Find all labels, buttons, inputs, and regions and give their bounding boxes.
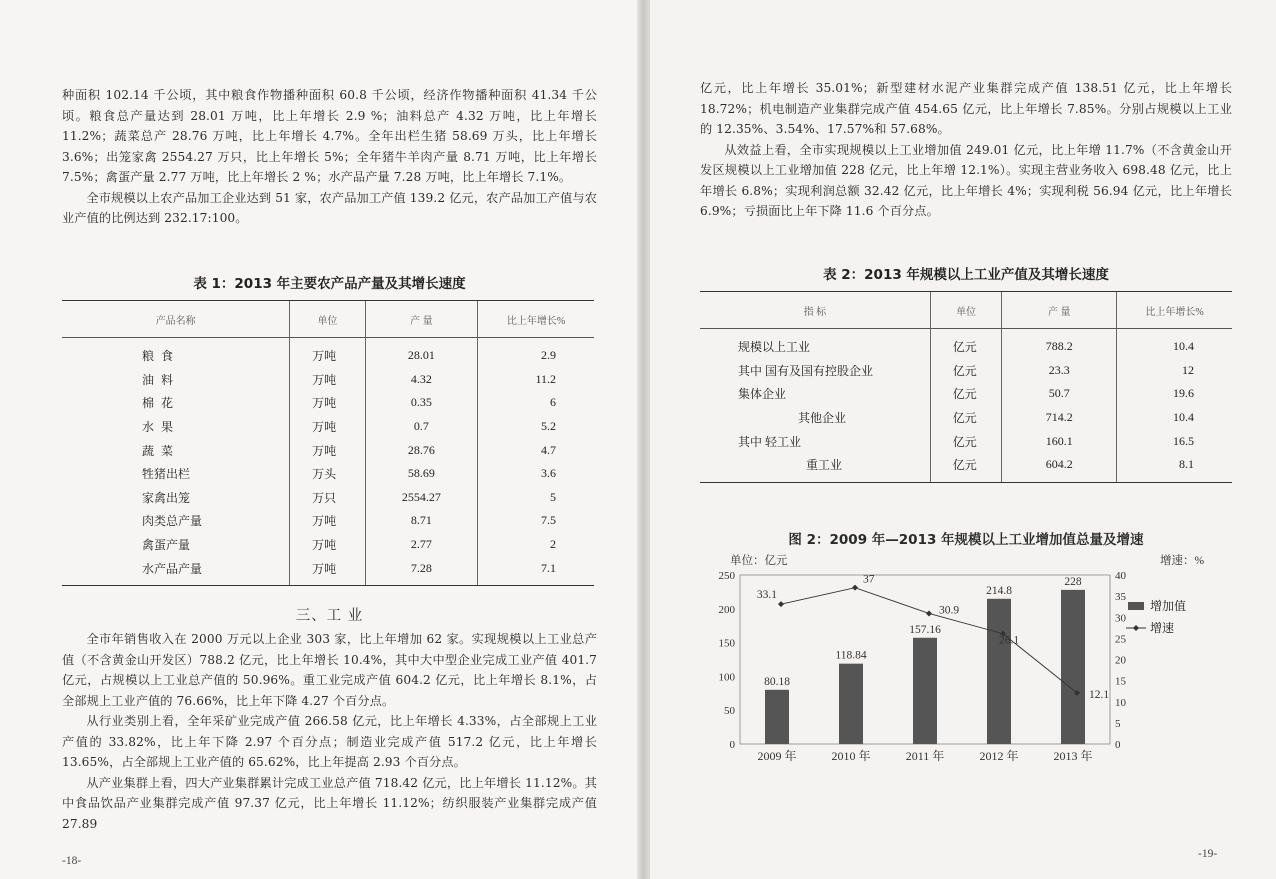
table1-cell: 蔬 菜 (142, 443, 176, 458)
table2-header-indicator: 指 标 (700, 292, 930, 329)
table1-cell: 家禽出笼 (142, 490, 191, 505)
table2-cell: 其中 轻工业 (738, 434, 802, 449)
table2-cell: 规模以上工业 (738, 340, 811, 355)
chart-y-tick-label: 50 (724, 705, 735, 718)
table-row (62, 556, 594, 585)
chart-legend-label: 增加值 (1150, 599, 1187, 613)
table1-cell: 5.2 (478, 415, 594, 439)
table1-cell: 水产品产量 (62, 556, 290, 585)
table-row (700, 329, 1232, 359)
table2-cell: 10.4 (1117, 406, 1232, 430)
table-row (62, 438, 594, 462)
table-row (700, 429, 1232, 453)
table1 (62, 300, 594, 586)
chart-bar-label: 228 (1064, 575, 1082, 588)
right-text-block (700, 78, 1232, 222)
table1-cell: 万吨 (290, 391, 366, 415)
left-text-block-1 (62, 85, 597, 229)
table1-cell: 肉类总产量 (142, 514, 203, 529)
table2-cell: 50.7 (1002, 382, 1117, 406)
chart-y2-tick-label: 5 (1115, 717, 1121, 730)
table2-cell: 16.5 (1117, 429, 1232, 453)
chart-x-tick-label: 2009 年 (757, 749, 797, 763)
table2-cell: 亿元 (930, 359, 1002, 383)
table1-cell: 2.77 (365, 533, 477, 557)
chart-y2-tick-label: 35 (1115, 591, 1126, 604)
chart-y2-tick-label: 20 (1115, 654, 1126, 667)
table-row (62, 368, 594, 392)
page-number-left: -18- (62, 855, 82, 867)
table2-cell: 其他企业 (798, 411, 847, 426)
table1-cell: 万吨 (290, 509, 366, 533)
chart-y-tick-label: 250 (718, 570, 735, 582)
table1-header-growth: 比上年增长% (478, 301, 594, 338)
chart-x-tick-label: 2012 年 (979, 749, 1019, 763)
chart-y-tick-label: 0 (729, 739, 735, 751)
chart-line-point (852, 585, 858, 591)
chart-bar (1061, 590, 1085, 744)
table2-cell: 亿元 (930, 329, 1002, 359)
table1-cell: 28.76 (365, 438, 477, 462)
paragraph: 从产业集群上看，四大产业集群累计完成工业总产值 718.42 亿元，比上年增长 11.12%。其中食品饮品产业集群完成产值 97.37 亿元，比上年增长 11.12%；纺织服装产业集群完成产值 27.89 (62, 775, 597, 831)
table2-header-unit: 单位 (930, 292, 1002, 329)
table-row (62, 338, 594, 368)
chart-x-tick-label: 2011 年 (905, 749, 945, 763)
page-number-right: -19- (1198, 848, 1218, 860)
chart-y2-tick-label: 25 (1115, 633, 1126, 646)
table-row (62, 462, 594, 486)
right-page (650, 0, 1276, 879)
table-row (62, 391, 594, 415)
chart-bar (913, 638, 937, 744)
table2-cell: 714.2 (1002, 406, 1117, 430)
table1-title: 表 1：2013 年主要农产品产量及其增长速度 (193, 276, 466, 292)
table1-cell: 28.01 (365, 338, 477, 368)
table1-cell: 3.6 (478, 462, 594, 486)
table2 (700, 291, 1232, 483)
paragraph: 亿元，比上年增长 35.01%；新型建材水泥产业集群完成产值 138.51 亿元，比上年增长 18.72%；机电制造产业集群完成产值 454.65 亿元，比上年增长 7.85%。分别占规模以上工业的 12.35%、3.54%、17.57%和 57.68%。 (700, 81, 1232, 136)
table1-cell: 油 料 (142, 372, 176, 387)
table1-cell: 2554.27 (365, 486, 477, 510)
chart-title: 图 2：2009 年—2013 年规模以上工业增加值总量及增速 (788, 532, 1144, 548)
table1-cell: 7.5 (478, 509, 594, 533)
table1-cell: 0.7 (365, 415, 477, 439)
table1-cell: 万吨 (290, 556, 366, 585)
paragraph: 种面积 102.14 千公顷，其中粮食作物播种面积 60.8 千公顷，经济作物播种面积 41.34 千公顷。粮食总产量达到 28.01 万吨，比上年增长 2.9 %；油料总产 4.32 万吨，比上年增长 11.2%；蔬菜总产 28.76 万吨，比上年增长 4.7%。全年出栏生猪 58.69 万头，比上年增长 3.6%；出笼家禽 2554.27 万只，比上年增长 5%；全年猪牛羊肉产量 8.71 万吨，比上年增长 7.5%；禽蛋产量 2.77 万吨，比上年增长 2 %；水产品产量 7.28 万吨，比上年增长 7.1%。 (62, 88, 597, 184)
table2-cell: 10.4 (1117, 329, 1232, 359)
table1-cell: 牲猪出栏 (142, 467, 191, 482)
chart-bar-label: 80.18 (764, 675, 790, 688)
table2-header-growth: 比上年增长% (1117, 292, 1232, 329)
chart-y2-tick-label: 0 (1115, 739, 1121, 751)
table2-cell: 其中 国有及国有控股企业 (738, 363, 874, 378)
table2-cell: 集体企业 (738, 387, 787, 402)
table2-title: 表 2：2013 年规模以上工业产值及其增长速度 (823, 267, 1109, 283)
table2-cell: 8.1 (1117, 453, 1232, 482)
table1-cell: 禽蛋产量 (142, 538, 191, 553)
chart-bar (839, 664, 863, 744)
section-heading: 三、工 业 (295, 608, 364, 624)
chart-y2-tick-label: 40 (1115, 570, 1126, 582)
table1-cell: 粮 食 (142, 349, 176, 364)
paragraph: 从行业类别上看，全年采矿业完成产值 266.58 亿元，比上年增长 4.33%，占全部规上工业产值的 33.82%，比上年下降 2.97 个百分点；制造业完成产值 517.2 亿元，比上年增长 13.65%，占全部规上工业产值的 65.62%，比上年提高 2.93 个百分点。 (62, 714, 597, 769)
paragraph: 从效益上看，全市实现规模以上工业增加值 249.01 亿元，比上年增 11.7%（不含黄金山开发区规模以上工业增加值 228 亿元，比上年增 12.1%）。实现主营业务收入 698.48 亿元，比上年增长 6.8%；实现利润总额 32.42 亿元，比上年增长 4%；实现利税 56.94 亿元，比上年增长 6.9%；亏损面比上年下降 11.6 个百分点。 (700, 142, 1232, 218)
chart-bar-label: 157.16 (909, 623, 941, 636)
table2-cell: 重工业 (700, 453, 930, 482)
table-row (700, 453, 1232, 482)
paragraph: 全市规模以上农产品加工企业达到 51 家，农产品加工产值 139.2 亿元，农产品加工产值与农业产值的比例达到 232.17:100。 (62, 190, 597, 225)
table2-cell: 亿元 (930, 382, 1002, 406)
table2-cell: 亿元 (930, 429, 1002, 453)
chart-line-label: 26.1 (999, 634, 1020, 647)
chart-line-label: 37 (863, 573, 875, 586)
chart-y2-tick-label: 10 (1115, 696, 1126, 709)
table-row (62, 509, 594, 533)
table1-cell: 5 (478, 486, 594, 510)
table2-cell: 23.3 (1002, 359, 1117, 383)
table1-cell: 万吨 (290, 415, 366, 439)
table2-cell: 19.6 (1117, 382, 1232, 406)
table2-cell: 12 (1117, 359, 1232, 383)
chart-legend-line-marker (1133, 625, 1139, 631)
table1-header-name: 产品名称 (62, 301, 290, 338)
chart-line-point (926, 610, 932, 616)
table-row (62, 533, 594, 557)
left-page (0, 0, 637, 879)
chart-line-label: 30.9 (939, 604, 960, 617)
chart-y-tick-label: 150 (718, 637, 735, 650)
table1-cell: 7.1 (478, 556, 594, 585)
chart-x-tick-label: 2013 年 (1053, 749, 1093, 763)
table1-cell: 7.28 (365, 556, 477, 585)
chart-bar-label: 214.8 (986, 584, 1012, 597)
chart-line-label: 12.1 (1089, 688, 1110, 701)
table1-cell: 水 果 (142, 420, 176, 435)
left-text-block-2 (62, 629, 597, 834)
table1-cell: 4.7 (478, 438, 594, 462)
chart-bar-label: 118.84 (835, 649, 867, 662)
table1-cell: 0.35 (365, 391, 477, 415)
table2-cell: 亿元 (930, 453, 1002, 482)
table1-header-output: 产 量 (365, 301, 477, 338)
table1-cell: 8.71 (365, 509, 477, 533)
chart-bar (987, 599, 1011, 744)
chart-y-axis-label: 单位：亿元 (730, 555, 788, 567)
table-row (700, 359, 1232, 383)
chart-line-label: 33.1 (756, 589, 777, 602)
book-spine (637, 0, 650, 879)
table-row (700, 406, 1232, 430)
table1-cell: 万吨 (290, 533, 366, 557)
table1-cell: 万只 (290, 486, 366, 510)
table-row (62, 415, 594, 439)
table1-cell: 万吨 (290, 438, 366, 462)
table1-cell: 11.2 (478, 368, 594, 392)
table1-cell: 万吨 (290, 368, 366, 392)
chart (690, 550, 1250, 770)
table1-cell: 2.9 (478, 338, 594, 368)
chart-legend-label: 增速 (1150, 621, 1175, 635)
table2-cell: 788.2 (1002, 329, 1117, 359)
chart-y2-tick-label: 15 (1115, 675, 1126, 688)
chart-y-tick-label: 200 (718, 603, 735, 616)
table2-cell: 604.2 (1002, 453, 1117, 482)
table-row (62, 486, 594, 510)
chart-y-tick-label: 100 (718, 671, 735, 684)
table-row (700, 382, 1232, 406)
chart-legend-bar-swatch (1128, 602, 1144, 610)
table2-header-output: 产 量 (1002, 292, 1117, 329)
chart-x-tick-label: 2010 年 (831, 749, 871, 763)
table1-cell: 6 (478, 391, 594, 415)
chart-line-point (778, 601, 784, 607)
table1-cell: 万吨 (290, 338, 366, 368)
chart-y2-tick-label: 30 (1115, 612, 1126, 625)
table1-cell: 棉 花 (142, 396, 176, 411)
table1-cell: 58.69 (365, 462, 477, 486)
table1-header-unit: 单位 (290, 301, 366, 338)
table1-cell: 4.32 (365, 368, 477, 392)
table1-cell: 2 (478, 533, 594, 557)
chart-y2-axis-label: 增速：% (1160, 555, 1205, 567)
table1-cell: 万头 (290, 462, 366, 486)
chart-bar (765, 690, 789, 744)
paragraph: 全市年销售收入在 2000 万元以上企业 303 家，比上年增加 62 家。实现规模以上工业总产值（不含黄金山开发区）788.2 亿元，比上年增长 10.4%，其中大中型企业完成工业产值 401.7 亿元，占规模以上工业总产值的 50.96%。重工业完成产值 604.2 亿元，比上年增长 8.1%，占全部规上工业产值的 76.66%，比上年下降 4.27 个百分点。 (62, 632, 597, 708)
table2-cell: 160.1 (1002, 429, 1117, 453)
table2-cell: 亿元 (930, 406, 1002, 430)
